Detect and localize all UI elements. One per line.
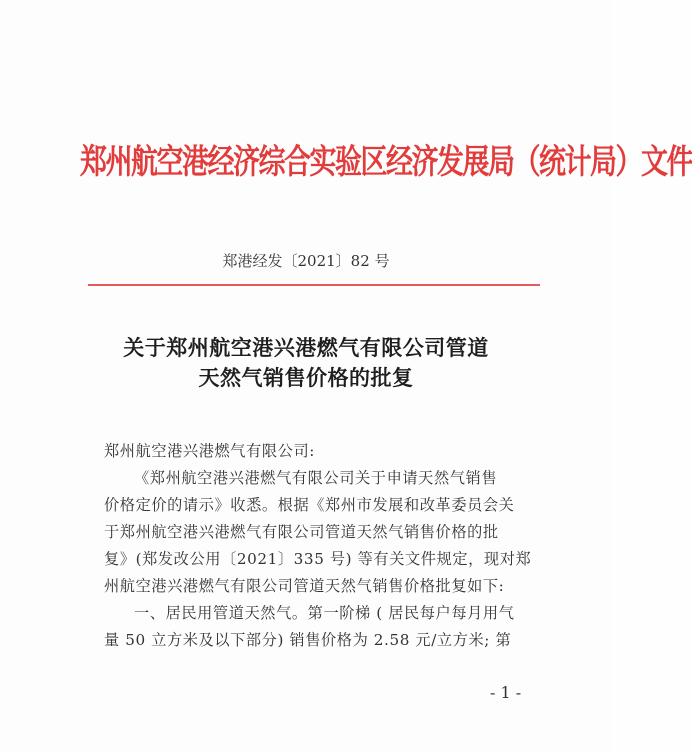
- paragraph-2-line: 量 50 立方米及以下部分) 销售价格为 2.58 元/立方米; 第: [104, 631, 512, 649]
- red-divider-line: [88, 284, 540, 286]
- paragraph-1-line: 《郑州航空港兴港燃气有限公司关于申请天然气销售: [134, 469, 498, 487]
- paragraph-2-line: 一、居民用管道天然气。第一阶梯 ( 居民每户每月用气: [134, 604, 515, 622]
- page-number: - 1 -: [490, 683, 522, 702]
- organization-header-title: 郑州航空港经济综合实验区经济发展局（统计局）文件: [80, 143, 692, 182]
- paragraph-1-line: 价格定价的请示》收悉。根据《郑州市发展和改革委员会关: [104, 496, 515, 514]
- paragraph-1-line: 复》(郑发改公用〔2021〕335 号) 等有关文件规定，现对郑: [104, 550, 532, 568]
- paragraph-1-line: 于郑州航空港兴港燃气有限公司管道天然气销售价格的批: [104, 523, 499, 541]
- subject-title-line-1: 关于郑州航空港兴港燃气有限公司管道: [123, 336, 489, 360]
- paragraph-1-line: 州航空港兴港燃气有限公司管道天然气销售价格批复如下:: [104, 577, 505, 595]
- addressee: 郑州航空港兴港燃气有限公司:: [104, 442, 315, 460]
- subject-title-line-2: 天然气销售价格的批复: [198, 366, 414, 390]
- document-number: 郑港经发〔2021〕82 号: [222, 252, 390, 270]
